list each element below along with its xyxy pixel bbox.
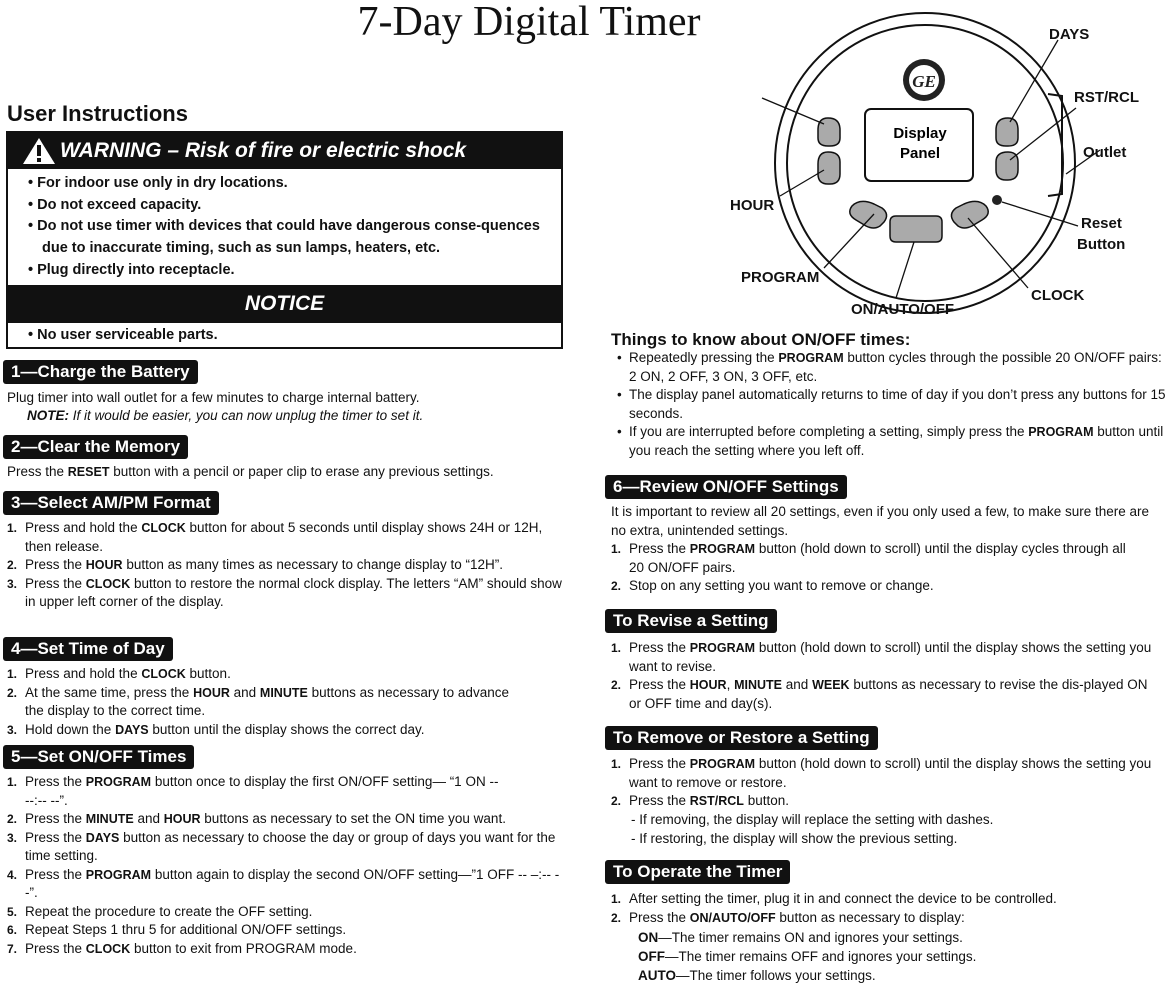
step-item: 1. Press and hold the CLOCK button for about 5 seconds until display shows 24H or 12H, then release. bbox=[7, 520, 543, 554]
mode-on: ON—The timer remains ON and ignores your settings. bbox=[638, 930, 963, 945]
things-item: • The display panel automatically returns to time of day if you don’t press any buttons for 15 seconds. bbox=[613, 386, 1166, 423]
ge-logo-icon bbox=[903, 59, 945, 101]
section-6-steps bbox=[611, 540, 1141, 596]
step-item: 3. Press the DAYS button as necessary to choose the day or group of days you want for the time setting. bbox=[7, 829, 556, 863]
things-to-know-list bbox=[613, 349, 1166, 460]
revise-steps bbox=[611, 639, 1156, 713]
warning-box bbox=[6, 131, 563, 349]
label-program: PROGRAM bbox=[741, 269, 820, 286]
label-reset-button: Button bbox=[1077, 236, 1126, 253]
label-clock: CLOCK bbox=[1031, 287, 1085, 304]
step-item: 6. Repeat Steps 1 thru 5 for additional ON/OFF settings. bbox=[7, 922, 347, 937]
section-1-heading: 1—Charge the Battery bbox=[3, 360, 198, 384]
section-1-text: Plug timer into wall outlet for a few minutes to charge internal battery. bbox=[7, 390, 420, 405]
warning-item: • For indoor use only in dry locations. bbox=[28, 175, 288, 191]
things-item: • If you are interrupted before completing a setting, simply press the PROGRAM button until you reach the setting where you left off. bbox=[613, 423, 1166, 460]
mode-auto: AUTO—The timer follows your settings. bbox=[638, 968, 876, 983]
warning-title: WARNING – Risk of fire or electric shock bbox=[60, 139, 467, 162]
section-6-heading: 6—Review ON/OFF Settings bbox=[605, 475, 847, 499]
step-item: 1. Press the PROGRAM button (hold down to scroll) until the display shows the setting you want to revise. bbox=[611, 640, 1152, 674]
step-item: 1. Press the PROGRAM button once to display the first ON/OFF setting— “1 ON -- --:-- --”. bbox=[7, 774, 499, 808]
step-item: 1. After setting the timer, plug it in and connect the device to be controlled. bbox=[611, 891, 1057, 906]
notice-bar: NOTICE bbox=[8, 285, 561, 323]
program-button bbox=[850, 201, 887, 228]
days-button bbox=[996, 118, 1018, 146]
remove-dash-2: - If restoring, the display will show the previous setting. bbox=[631, 831, 958, 846]
timer-diagram bbox=[600, 0, 1166, 320]
warning-list bbox=[28, 173, 552, 282]
step-item: 1. Press the PROGRAM button (hold down to scroll) until the display cycles through all 20 ON/OFF pairs. bbox=[611, 541, 1126, 575]
section-1-note: NOTE: If it would be easier, you can now unplug the timer to set it. bbox=[27, 408, 424, 423]
remove-restore-steps bbox=[611, 755, 1156, 811]
label-reset: Reset bbox=[1081, 215, 1122, 232]
step-item: 3. Hold down the DAYS button until the display shows the correct day. bbox=[7, 721, 425, 737]
step-item: 2. Stop on any setting you want to remove or change. bbox=[611, 578, 934, 593]
step-item: 3. Press the CLOCK button to restore the normal clock display. The letters “AM” should show in upper left corner of the display. bbox=[7, 575, 562, 609]
section-2-text: Press the RESET button with a pencil or paper clip to erase any previous settings. bbox=[7, 464, 494, 479]
step-item: 1. Press the PROGRAM button (hold down to scroll) until the display shows the setting you want to remove or restore. bbox=[611, 756, 1152, 790]
warning-item: • Do not use timer with devices that could have dangerous conse-quences due to inaccurate timing, such as sun lamps, heaters, etc. bbox=[28, 218, 540, 257]
warning-bar bbox=[8, 133, 561, 169]
reset-button-hole bbox=[992, 195, 1002, 205]
hour-button bbox=[818, 152, 840, 184]
remove-restore-heading: To Remove or Restore a Setting bbox=[605, 726, 878, 750]
section-4-heading: 4—Set Time of Day bbox=[3, 637, 173, 661]
label-outlet: Outlet bbox=[1083, 144, 1127, 161]
operate-heading: To Operate the Timer bbox=[605, 860, 790, 884]
warning-item: • Plug directly into receptacle. bbox=[28, 261, 235, 278]
step-item: 2. Press the RST/RCL button. bbox=[611, 793, 789, 808]
revise-heading: To Revise a Setting bbox=[605, 609, 777, 633]
user-instructions-heading: User Instructions bbox=[7, 101, 188, 126]
step-item: 2. At the same time, press the HOUR and MINUTE buttons as necessary to advance the display to the correct time. bbox=[7, 684, 509, 718]
remove-dash-1: - If removing, the display will replace the setting with dashes. bbox=[631, 812, 994, 827]
section-3-heading: 3—Select AM/PM Format bbox=[3, 491, 219, 515]
label-rst-rcl: RST/RCL bbox=[1074, 89, 1139, 106]
mode-off: OFF—The timer remains OFF and ignores your settings. bbox=[638, 949, 977, 964]
clock-button bbox=[951, 201, 988, 228]
step-item: 2. Press the HOUR button as many times as necessary to change display to “12H”. bbox=[7, 557, 504, 572]
step-item: 1. Press and hold the CLOCK button. bbox=[7, 666, 231, 681]
section-5-steps bbox=[7, 773, 562, 958]
section-2-heading: 2—Clear the Memory bbox=[3, 435, 188, 459]
step-item: 4. Press the PROGRAM button again to display the second ON/OFF setting—”1 OFF -- –:-- --”. bbox=[7, 866, 560, 900]
warning-item: • Do not exceed capacity. bbox=[28, 196, 202, 213]
label-hour: HOUR bbox=[730, 197, 775, 214]
page-title: 7-Day Digital Timer bbox=[357, 0, 701, 45]
on-auto-off-button bbox=[890, 216, 942, 242]
step-item: 5. Repeat the procedure to create the OFF setting. bbox=[7, 903, 313, 919]
section-3-steps bbox=[7, 519, 565, 612]
things-to-know-heading: Things to know about ON/OFF times: bbox=[611, 330, 911, 349]
step-item: 2. Press the HOUR, MINUTE and WEEK buttons as necessary to revise the dis-played ON or OFF time and day(s). bbox=[611, 677, 1148, 711]
step-item: 2. Press the ON/AUTO/OFF button as necessary to display: bbox=[611, 909, 965, 925]
ge-logo-text: GE bbox=[912, 72, 936, 91]
notice-item: • No user serviceable parts. bbox=[28, 327, 218, 343]
display-panel-label-2: Panel bbox=[899, 145, 941, 162]
section-6-text: It is important to review all 20 settings, even if you only used a few, to make sure there are no extra, unintended settings. bbox=[611, 504, 1150, 538]
section-4-steps bbox=[7, 665, 527, 739]
label-days: DAYS bbox=[1049, 26, 1090, 43]
warning-triangle-icon bbox=[22, 137, 56, 165]
display-panel-label-1: Display bbox=[893, 125, 947, 142]
things-item: • Repeatedly pressing the PROGRAM button cycles through the possible 20 ON/OFF pairs: 2 ON, 2 OFF, 3 ON, 3 OFF, etc. bbox=[613, 349, 1166, 386]
step-item: 2. Press the MINUTE and HOUR buttons as necessary to set the ON time you want. bbox=[7, 811, 506, 826]
step-item: 7. Press the CLOCK button to exit from PROGRAM mode. bbox=[7, 940, 357, 956]
label-on-auto-off: ON/AUTO/OFF bbox=[851, 301, 955, 318]
operate-steps bbox=[611, 890, 1156, 927]
section-5-heading: 5—Set ON/OFF Times bbox=[3, 745, 194, 769]
